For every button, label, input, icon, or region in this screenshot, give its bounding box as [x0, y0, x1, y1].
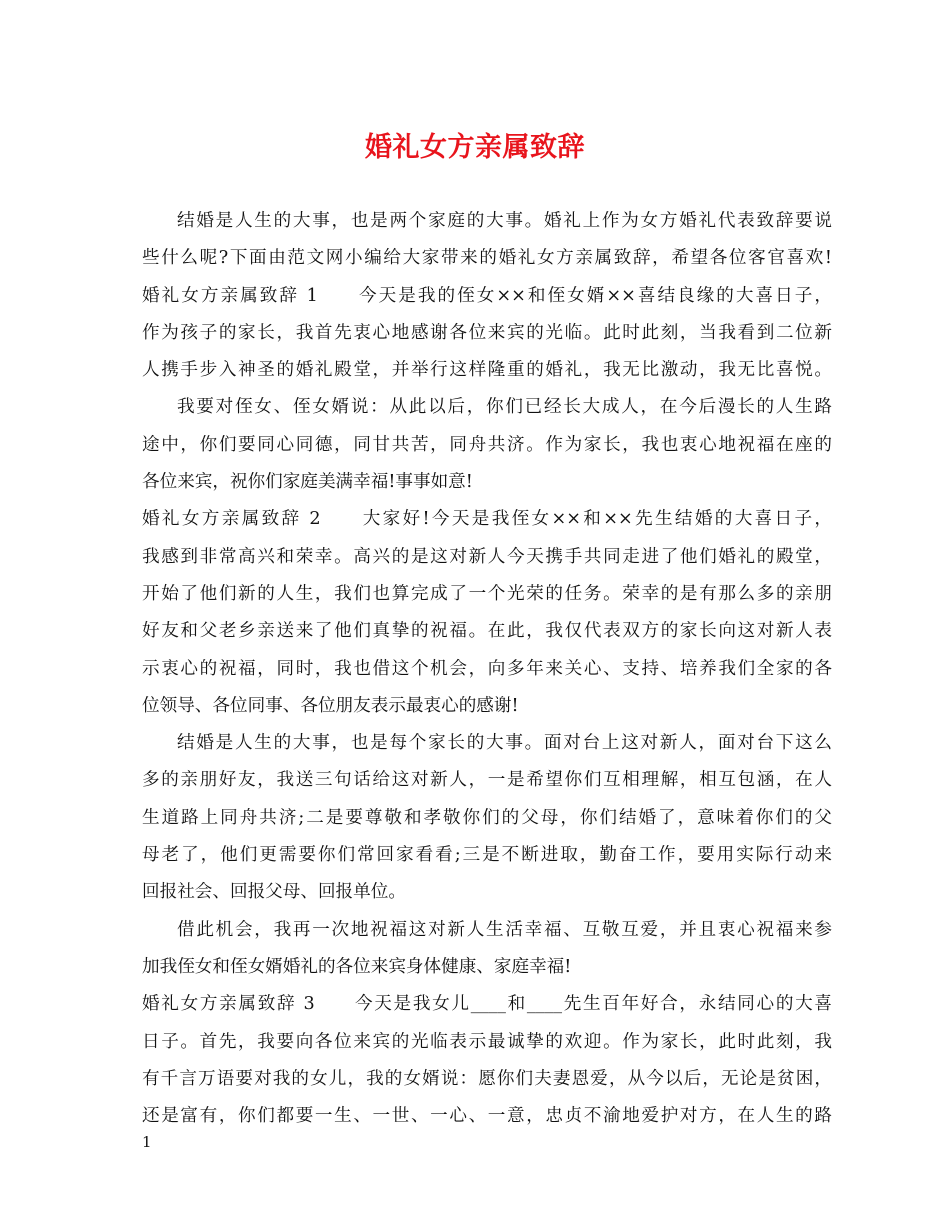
text-line: 还是富有，你们都要一生、一世、一心、一意，忠贞不渝地爱护对方，在人生的路	[142, 1106, 832, 1127]
document-title: 婚礼女方亲属致辞	[365, 132, 585, 163]
text-line: 些什么呢?下面由范文网小编给大家带来的婚礼女方亲属致辞，希望各位客官喜欢!	[142, 248, 832, 269]
text-line: 婚礼女方亲属致辞 3 今天是我女儿____和____先生百年好合，永结同心的大喜	[142, 994, 832, 1015]
text-line: 婚礼女方亲属致辞 2 大家好!今天是我侄女××和××先生结婚的大喜日子，	[142, 509, 832, 530]
text-line: 位领导、各位同事、各位朋友表示最衷心的感谢!	[142, 695, 519, 716]
text-line: 结婚是人生的大事，也是两个家庭的大事。婚礼上作为女方婚礼代表致辞要说	[177, 211, 832, 231]
text-line: 结婚是人生的大事，也是每个家长的大事。面对台上这对新人，面对台下这么	[177, 733, 832, 754]
text-line: 多的亲朋好友，我送三句话给这对新人，一是希望你们互相理解，相互包涵，在人	[142, 770, 832, 791]
page-number: 1	[142, 1133, 152, 1151]
text-line: 日子。首先，我要向各位来宾的光临表示最诚挚的欢迎。作为家长，此时此刻，我	[142, 1031, 832, 1052]
text-line: 我要对侄女、侄女婿说：从此以后，你们已经长大成人，在今后漫长的人生路	[177, 397, 832, 418]
text-line: 婚礼女方亲属致辞 1 今天是我的侄女××和侄女婿××喜结良缘的大喜日子，	[142, 285, 832, 306]
text-line: 示衷心的祝福，同时，我也借这个机会，向多年来关心、支持、培养我们全家的各	[142, 658, 832, 679]
text-line: 生道路上同舟共济;二是要尊敬和孝敬你们的父母，你们结婚了，意味着你们的父	[142, 807, 832, 828]
text-line: 回报社会、回报父母、回报单位。	[142, 882, 406, 903]
text-line: 好友和父老乡亲送来了他们真挚的祝福。在此，我仅代表双方的家长向这对新人表	[142, 621, 832, 642]
text-line: 加我侄女和侄女婿婚礼的各位来宾身体健康、家庭幸福!	[142, 956, 572, 977]
text-line: 途中，你们要同心同德，同甘共苦，同舟共济。作为家长，我也衷心地祝福在座的	[142, 434, 832, 455]
text-line: 有千言万语要对我的女儿，我的女婿说：愿你们夫妻恩爱，从今以后，无论是贫困，	[142, 1068, 832, 1089]
text-line: 人携手步入神圣的婚礼殿堂，并举行这样隆重的婚礼，我无比激动，我无比喜悦。	[142, 360, 832, 381]
text-line: 开始了他们新的人生，我们也算完成了一个光荣的任务。荣幸的是有那么多的亲朋	[142, 583, 832, 604]
document-body	[142, 203, 832, 1135]
text-line: 作为孩子的家长，我首先衷心地感谢各位来宾的光临。此时此刻，当我看到二位新	[142, 322, 832, 343]
text-line: 各位来宾，祝你们家庭美满幸福!事事如意!	[142, 472, 473, 493]
text-line: 借此机会，我再一次地祝福这对新人生活幸福、互敬互爱，并且衷心祝福来参	[177, 919, 832, 940]
text-line: 我感到非常高兴和荣幸。高兴的是这对新人今天携手共同走进了他们婚礼的殿堂，	[142, 546, 832, 567]
text-line: 母老了，他们更需要你们常回家看看;三是不断进取，勤奋工作，要用实际行动来	[142, 845, 832, 866]
